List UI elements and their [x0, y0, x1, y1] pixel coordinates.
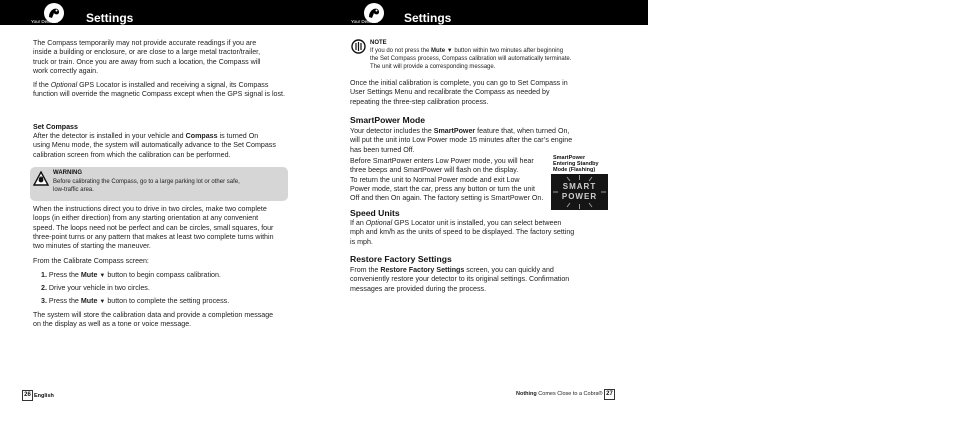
text-line: loops (in either direction) from any starting orientation at any convenient [33, 214, 259, 223]
text-run-bold: Compass [185, 132, 218, 140]
calibration-paragraph [350, 79, 568, 107]
note-icon [351, 39, 366, 54]
warning-triangle-icon [33, 171, 49, 186]
text-line: calibration screen from which the calibration can be performed. [33, 150, 231, 159]
text-run-bold: Nothing [516, 391, 537, 397]
text-line: will put the unit into Low Power mode 15 minutes after the car’s engine [350, 136, 573, 145]
text-run: From the [350, 266, 381, 274]
text-run: If you do not press the [370, 48, 432, 54]
caption-line: SmartPower [553, 155, 586, 161]
step-item [41, 284, 229, 293]
text-line: has been turned Off. [350, 145, 415, 154]
page-title: Settings [404, 11, 452, 25]
text-line: three beeps and SmartPower will flash on the display. [350, 166, 519, 175]
text-line: User Settings Menu and recalibrate the Compass as needed by [350, 88, 550, 97]
step-number: 3. [41, 296, 47, 305]
text-line [370, 47, 571, 55]
text-line: is mph. [350, 237, 373, 246]
text-line: Off and then On again. The factory setting is SmartPower On. [350, 194, 544, 203]
set-compass-paragraph [33, 132, 276, 160]
text-line: low-traffic area. [53, 187, 94, 193]
page-title: Settings [86, 11, 134, 25]
text-line: Power mode, start the car, press any button or turn the unit [350, 184, 535, 193]
cobra-logo [31, 2, 83, 28]
logo-caption: Your Detector [31, 19, 59, 24]
text-run: Press the [48, 296, 81, 305]
cobra-logo [351, 2, 403, 28]
text-run: If an [350, 219, 366, 227]
set-compass-heading: Set Compass [33, 123, 78, 131]
text-line: To return the unit to Normal Power mode and exit Low [350, 175, 520, 184]
text-line [350, 266, 569, 275]
text-line: Before SmartPower enters Low Power mode, you will hear [350, 157, 534, 165]
text-run: button to begin compass calibration. [105, 271, 221, 279]
text-line: truck or train. Once you are away from such a location, the Compass will [33, 57, 261, 66]
down-triangle-icon: ▼ [446, 48, 453, 54]
caption-line: Entering Standby [553, 161, 599, 168]
note-text [370, 47, 571, 71]
text-run: button to complete the setting process. [105, 296, 230, 305]
text-line: the Set Compass process, Compass calibration will automatically terminate. [370, 56, 572, 62]
down-triangle-icon: ▼ [99, 298, 106, 305]
warning-box [30, 167, 288, 201]
text-line: inside a building or enclosure, or are close to a large metal tractor/trailer, [33, 48, 261, 57]
logo-caption: Your Detector [351, 19, 379, 24]
step-number: 1. [41, 271, 47, 279]
text-line: Once the initial calibration is complete, you can go to Set Compass in [350, 79, 568, 87]
speed-units-paragraph [350, 219, 574, 247]
text-run: GPS Locator unit is installed, you can select between [392, 219, 562, 227]
text-line: conveniently restore your detector to its original settings. Confirmation [350, 275, 570, 284]
text-run-bold: Mute [80, 271, 98, 279]
restore-paragraph [350, 266, 569, 294]
text-line: mph and km/h as the units of speed to be displayed. The factory setting [350, 228, 575, 237]
text-run: GPS Locator is installed and receiving a signal, its Compass [77, 81, 269, 89]
right-page-header [318, 0, 648, 25]
text-run: is turned On [217, 132, 259, 140]
text-line: work correctly again. [33, 66, 99, 75]
text-run-bold: Mute [431, 48, 446, 54]
text-run: feature that, when turned On, [475, 127, 570, 135]
text-line: repeating the three-step calibration process. [350, 97, 489, 106]
text-line: two minutes of starting the maneuver. [33, 242, 151, 251]
text-line: When the instructions direct you to drive in two circles, make two complete [33, 205, 267, 213]
warning-text [53, 178, 240, 194]
left-page-header [0, 0, 318, 25]
caption-line: Mode (Flashing) [553, 167, 596, 174]
text-line: three-point turns or any pattern that makes at least two complete turns within [33, 232, 274, 241]
text-line: The system will store the calibration data and provide a completion message [33, 311, 274, 319]
instructions-paragraph [33, 205, 274, 251]
step-item [41, 297, 229, 307]
text-run-bold: SmartPower [433, 127, 476, 135]
text-run: After the detector is installed in your vehicle and [33, 132, 186, 140]
restore-heading: Restore Factory Settings [350, 254, 452, 264]
smartpower-body [350, 157, 543, 203]
warning-title: WARNING [53, 170, 82, 176]
from-screen-text: From the Calibrate Compass screen: [33, 257, 149, 265]
display-line-power: POWER [561, 192, 598, 201]
speed-units-heading: Speed Units [350, 208, 400, 218]
text-run: screen, you can quickly and [464, 266, 554, 274]
text-run: Your detector includes the [350, 127, 434, 135]
display-line-smart: SMART [562, 182, 597, 191]
step-item [41, 271, 229, 281]
text-line: The unit will provide a corresponding message. [370, 64, 496, 70]
footer-language: English [34, 393, 54, 399]
closing-paragraph [33, 311, 273, 330]
smartpower-caption [553, 155, 599, 174]
text-line [350, 127, 572, 136]
smartpower-intro [350, 127, 572, 155]
intro-paragraph [33, 39, 261, 76]
text-line: speed. The loops need not be perfect and can be circles, small squares, four [33, 223, 274, 232]
text-line: Before calibrating the Compass, go to a large parking lot or other safe, [53, 179, 240, 185]
text-line: using Menu mode, the system will automatically advance to the Set Compass [33, 141, 276, 150]
smartpower-display [551, 174, 608, 210]
text-line [350, 219, 574, 228]
text-run-bold: Restore Factory Settings [380, 266, 465, 274]
text-line: The Compass temporarily may not provide accurate readings if you are [33, 39, 257, 47]
text-run: Press the [48, 271, 81, 279]
text-line: function will override the magnetic Compass except when the GPS signal is lost. [33, 90, 285, 99]
step-number: 2. [41, 284, 47, 293]
gps-paragraph [33, 81, 285, 100]
smartpower-heading: SmartPower Mode [350, 115, 425, 125]
text-run: button within two minutes after beginning [452, 48, 564, 54]
text-line [33, 81, 285, 90]
footer-tagline [516, 391, 603, 397]
page-number-right: 27 [604, 389, 615, 400]
text-run: Drive your vehicle in two circles. [48, 284, 150, 293]
page-number-left: 26 [22, 390, 33, 401]
text-line: messages are provided during the process. [350, 284, 487, 293]
text-line: on the display as well as a tone or voice message. [33, 320, 192, 329]
down-triangle-icon: ▼ [99, 273, 106, 279]
text-line [33, 132, 276, 141]
text-run-italic: Optional [365, 219, 393, 227]
text-run: Comes Close to a Cobra® [536, 391, 603, 397]
text-run-italic: Optional [50, 81, 78, 89]
step-list [41, 271, 229, 307]
text-run-bold: Mute [80, 296, 98, 305]
text-run: If the [33, 81, 51, 89]
note-title: NOTE [370, 40, 387, 46]
